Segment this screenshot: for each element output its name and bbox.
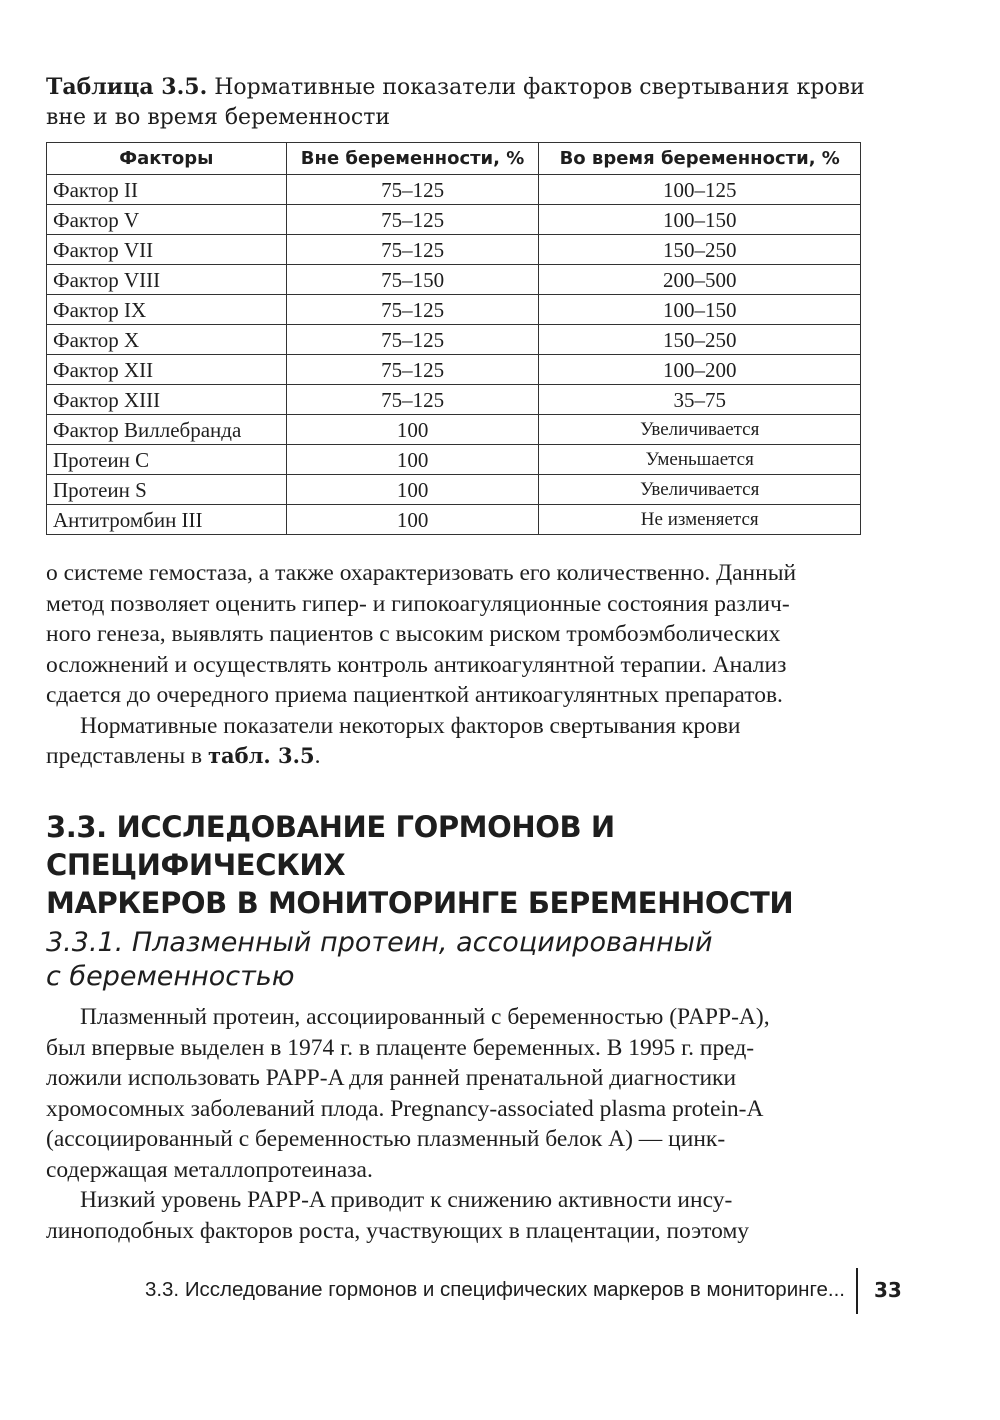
text-line: о системе гемостаза, а также охарактеризовать его количественно. Данный bbox=[46, 560, 797, 586]
table-row bbox=[47, 505, 861, 535]
pregnant-value: 100–150 bbox=[539, 295, 861, 325]
text-line: Нормативные показатели некоторых факторов свертывания крови bbox=[80, 712, 741, 739]
text-line: хромосомных заболеваний плода. Pregnancy-associated plasma protein-A bbox=[46, 1095, 764, 1122]
text-line: содержащая металлопротеиназа. bbox=[46, 1156, 373, 1183]
factor-name: Протеин C bbox=[47, 445, 287, 475]
text-line: ного генеза, выявлять пациентов с высоким риском тромбоэмболических bbox=[46, 621, 781, 647]
text-line: осложнений и осуществлять контроль антикоагулянтной терапии. Анализ bbox=[46, 651, 787, 678]
text-line: линоподобных факторов роста, участвующих в плацентации, поэтому bbox=[46, 1217, 750, 1244]
coagulation-factors-table bbox=[46, 142, 861, 535]
non-pregnant-value: 75–125 bbox=[286, 355, 539, 385]
non-pregnant-value: 100 bbox=[286, 415, 539, 445]
paragraph-papp-a bbox=[46, 1002, 861, 1246]
table-reference-link: табл. 3.5 bbox=[207, 743, 315, 768]
column-header-pregnant: Во время беременности, % bbox=[539, 143, 861, 175]
table-row bbox=[47, 445, 861, 475]
non-pregnant-value: 100 bbox=[286, 475, 539, 505]
table-row bbox=[47, 235, 861, 265]
non-pregnant-value: 75–125 bbox=[286, 385, 539, 415]
table-row bbox=[47, 295, 861, 325]
caption-title: Нормативные показатели факторов свертывания крови bbox=[214, 75, 865, 100]
pregnant-value: 35–75 bbox=[539, 385, 861, 415]
pregnant-value: Не изменяется bbox=[539, 505, 861, 535]
table-row bbox=[47, 325, 861, 355]
pregnant-value: 100–150 bbox=[539, 205, 861, 235]
non-pregnant-value: 100 bbox=[286, 445, 539, 475]
non-pregnant-value: 75–150 bbox=[286, 265, 539, 295]
column-header-factors: Факторы bbox=[47, 143, 287, 175]
caption-line-1 bbox=[46, 72, 866, 103]
text-fragment: представлены в bbox=[46, 743, 208, 769]
factor-name: Фактор IX bbox=[47, 295, 287, 325]
table-row bbox=[47, 205, 861, 235]
table-row bbox=[47, 175, 861, 205]
text-line: метод позволяет оценить гипер- и гипокоагуляционные состояния различ- bbox=[46, 590, 790, 617]
caption-line-2: вне и во время беременности bbox=[46, 105, 391, 130]
factor-name: Антитромбин III bbox=[47, 505, 287, 535]
factor-name: Фактор XII bbox=[47, 355, 287, 385]
non-pregnant-value: 100 bbox=[286, 505, 539, 535]
section-heading-line-2: МАРКЕРОВ В МОНИТОРИНГЕ БЕРЕМЕННОСТИ bbox=[46, 886, 794, 920]
pregnant-value: Увеличивается bbox=[539, 415, 861, 445]
table-row bbox=[47, 475, 861, 505]
page-number: 33 bbox=[874, 1278, 902, 1302]
non-pregnant-value: 75–125 bbox=[286, 235, 539, 265]
subsection-heading bbox=[46, 926, 876, 994]
subsection-heading-line-1: 3.3.1. Плазменный протеин, ассоциированный bbox=[46, 927, 713, 958]
non-pregnant-value: 75–125 bbox=[286, 205, 539, 235]
table-row bbox=[47, 265, 861, 295]
pregnant-value: 100–200 bbox=[539, 355, 861, 385]
factor-name: Фактор VII bbox=[47, 235, 287, 265]
text-fragment: . bbox=[314, 743, 321, 769]
text-line: ложили использовать PAPP-A для ранней пренатальной диагностики bbox=[46, 1065, 737, 1091]
non-pregnant-value: 75–125 bbox=[286, 325, 539, 355]
caption-label: Таблица 3.5. bbox=[46, 74, 208, 100]
pregnant-value: 150–250 bbox=[539, 235, 861, 265]
factor-name: Фактор V bbox=[47, 205, 287, 235]
text-line: (ассоциированный с беременностью плазменный белок A) — цинк- bbox=[46, 1126, 726, 1152]
text-line: был впервые выделен в 1974 г. в плаценте беременных. В 1995 г. пред- bbox=[46, 1034, 755, 1061]
table-row bbox=[47, 415, 861, 445]
factor-name: Протеин S bbox=[47, 475, 287, 505]
factor-name: Фактор Виллебранда bbox=[47, 415, 287, 445]
factor-name: Фактор VIII bbox=[47, 265, 287, 295]
footer-divider bbox=[856, 1268, 858, 1314]
pregnant-value: 100–125 bbox=[539, 175, 861, 205]
text-line: Плазменный протеин, ассоциированный с беременностью (PAPP-A), bbox=[80, 1004, 770, 1030]
column-header-non-pregnant: Вне беременности, % bbox=[286, 143, 539, 175]
section-heading bbox=[46, 808, 876, 922]
subsection-heading-line-2: с беременностью bbox=[46, 961, 295, 992]
non-pregnant-value: 75–125 bbox=[286, 295, 539, 325]
paragraph-hemostasis bbox=[46, 558, 861, 772]
text-line: сдается до очередного приема пациенткой антикоагулянтных препаратов. bbox=[46, 682, 783, 708]
section-heading-line-1: 3.3. ИССЛЕДОВАНИЕ ГОРМОНОВ И СПЕЦИФИЧЕСКИХ bbox=[46, 810, 615, 882]
table-caption bbox=[46, 72, 866, 133]
non-pregnant-value: 75–125 bbox=[286, 175, 539, 205]
table-row bbox=[47, 355, 861, 385]
table-row bbox=[47, 385, 861, 415]
factor-name: Фактор X bbox=[47, 325, 287, 355]
pregnant-value: 200–500 bbox=[539, 265, 861, 295]
text-line bbox=[46, 741, 861, 772]
table-header-row bbox=[47, 143, 861, 175]
running-footer-title: 3.3. Исследование гормонов и специфических маркеров в мониторинге... bbox=[144, 1278, 845, 1301]
text-line: Низкий уровень PAPP-A приводит к снижению активности инсу- bbox=[80, 1187, 733, 1213]
factor-name: Фактор XIII bbox=[47, 385, 287, 415]
pregnant-value: Увеличивается bbox=[539, 475, 861, 505]
pregnant-value: Уменьшается bbox=[539, 445, 861, 475]
pregnant-value: 150–250 bbox=[539, 325, 861, 355]
factor-name: Фактор II bbox=[47, 175, 287, 205]
